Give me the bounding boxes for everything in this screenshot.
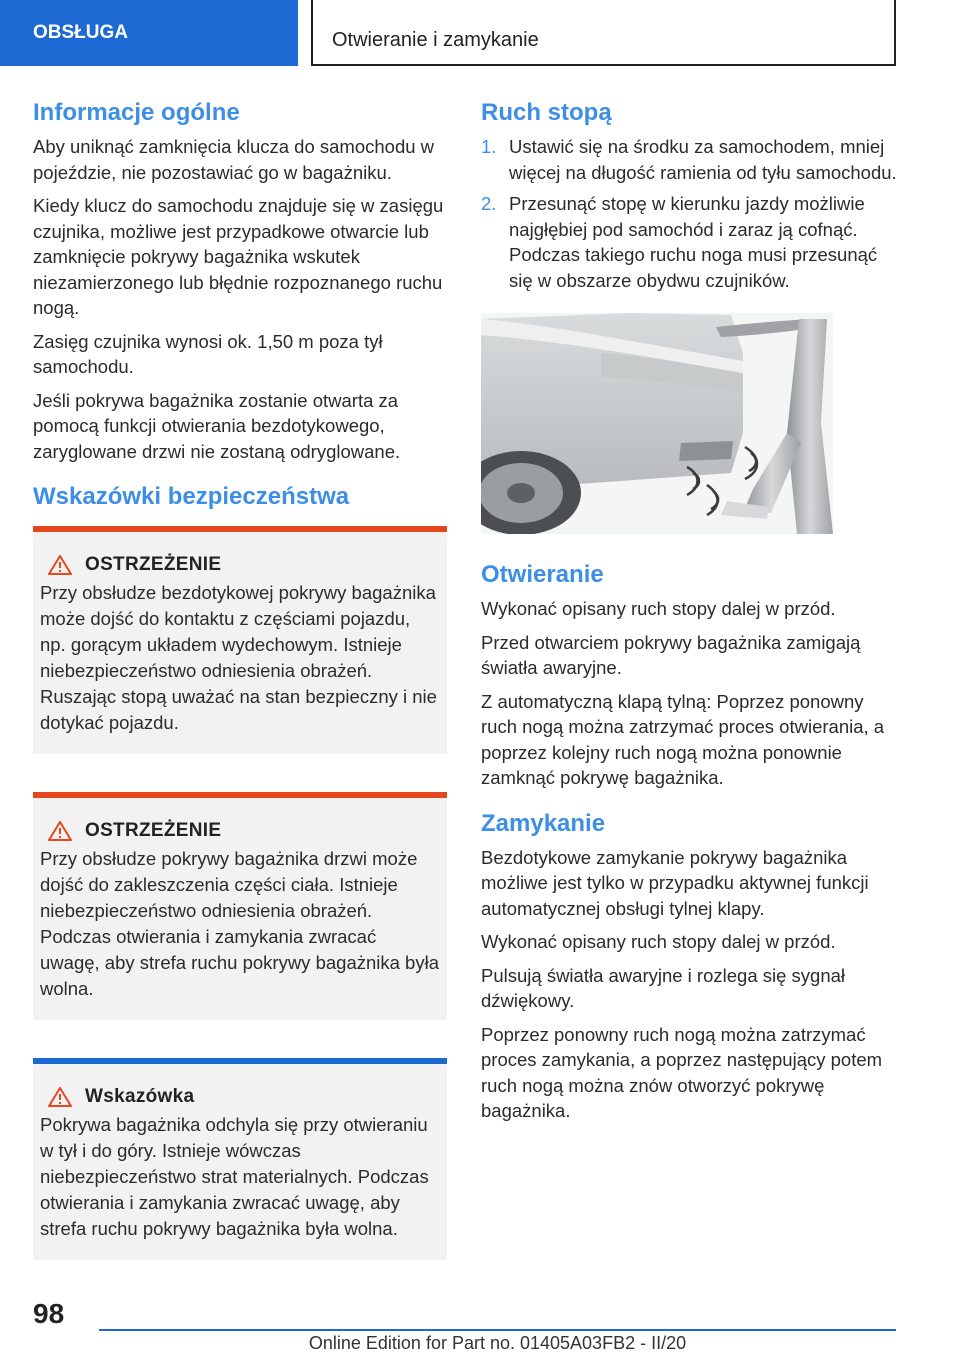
left-column xyxy=(33,98,447,1298)
warning-bar xyxy=(33,526,447,532)
warning-box xyxy=(33,792,447,1020)
chapter-title: Otwieranie i zamykanie xyxy=(311,0,896,66)
warning-box xyxy=(33,526,447,754)
steps-list xyxy=(481,134,901,293)
general-paragraph: Aby uniknąć zamknięcia klucza do samochodu w pojeździe, nie pozostawiać go w bagażniku. xyxy=(33,136,435,183)
illustration-foot-gesture xyxy=(481,313,833,534)
list-item xyxy=(481,191,901,293)
general-paragraph: Zasięg czujnika wynosi ok. 1,50 m poza tył samochodu. xyxy=(33,330,383,377)
heading-safety: Wskazówki bezpieczeństwa xyxy=(33,483,350,510)
section-tab: OBSŁUGA xyxy=(0,0,298,66)
page-header xyxy=(0,0,960,66)
note-box xyxy=(33,1058,447,1260)
warning-title: OSTRZEŻENIE xyxy=(85,554,222,575)
note-bar xyxy=(33,1058,447,1064)
warning-bar xyxy=(33,792,447,798)
warning-triangle-icon xyxy=(47,820,73,842)
step-text: Przesunąć stopę w kierunku jazdy możliwie najgłębiej pod samochód i zaraz ją cofnąć. Podczas takiego ruchu noga musi przesunąć się w obszarze obydwu czujników. xyxy=(509,193,878,291)
page-number: 98 xyxy=(33,1298,65,1329)
opening-paragraph: Wykonać opisany ruch stopy dalej w przód. xyxy=(481,598,836,619)
general-paragraph: Kiedy klucz do samochodu znajduje się w zasięgu czujnika, możliwe jest przypadkowe otwarcie lub zamknięcie pokrywy bagażnika wskutek niezamierzonego lub błędnie rozpoznanego ruchu nogą. xyxy=(33,195,444,318)
heading-foot-motion: Ruch stopą xyxy=(481,99,612,126)
edition-link[interactable]: Online Edition for Part no. 01405A03FB2 - II/20 xyxy=(308,1333,687,1353)
closing-paragraph: Wykonać opisany ruch stopy dalej w przód. xyxy=(481,931,836,952)
list-item xyxy=(481,134,901,185)
warning-text: Przy obsłudze pokrywy bagażnika drzwi może dojść do zakleszczenia części ciała. Istnieje niebezpieczeństwo odniesienia obrażeń. Podczas otwierania i zamykania zwracać uwagę, aby strefa ruchu pokrywy bagażnika była wolna. xyxy=(40,848,439,999)
warning-triangle-icon xyxy=(47,554,73,576)
closing-paragraph: Pulsują światła awaryjne i rozlega się sygnał dźwiękowy. xyxy=(481,964,846,1011)
warning-triangle-icon xyxy=(47,1086,73,1108)
opening-paragraph: Z automatyczną klapą tylną: Poprzez ponowny ruch nogą można zatrzymać proces otwierania, a poprzez kolejny ruch nogą można ponownie zamknąć pokrywę bagażnika. xyxy=(481,690,885,788)
note-title: Wskazówka xyxy=(85,1086,195,1107)
opening-paragraph: Przed otwarciem pokrywy bagażnika zamigają światła awaryjne. xyxy=(481,631,861,678)
general-paragraph: Jeśli pokrywa bagażnika zostanie otwarta za pomocą funkcji otwierania bezdotykowego, zaryglowane drzwi nie zostaną odryglowane. xyxy=(33,389,401,462)
heading-general: Informacje ogólne xyxy=(33,99,240,126)
warning-text: Przy obsłudze bezdotykowej pokrywy bagażnika może dojść do kontaktu z częściami pojazdu, np. gorącym układem wydechowym. Istnieje niebezpieczeństwo odniesienia obrażeń. Ruszając stopą uważać na stan bezpieczny i nie dotykać pojazdu. xyxy=(40,582,437,733)
heading-opening: Otwieranie xyxy=(481,561,604,588)
step-number: 2. xyxy=(481,193,497,214)
closing-paragraph: Bezdotykowe zamykanie pokrywy bagażnika możliwe jest tylko w przypadku aktywnej funkcji automatycznej obsługi tylnej klapy. xyxy=(481,846,869,919)
footer-divider xyxy=(99,1329,896,1331)
closing-paragraph: Poprzez ponowny ruch nogą można zatrzymać proces zamykania, a poprzez następujący potem ruch nogą można znów otworzyć pokrywę bagażnika. xyxy=(481,1023,883,1121)
step-number: 1. xyxy=(481,136,497,157)
step-text: Ustawić się na środku za samochodem, mniej więcej na długość ramienia od tyłu samochodu. xyxy=(509,136,897,183)
car-foot-illustration xyxy=(481,313,833,534)
note-text: Pokrywa bagażnika odchyla się przy otwieraniu w tył i do góry. Istnieje wówczas niebezpieczeństwo strat materialnych. Podczas otwierania i zamykania zwracać uwagę, aby strefa ruchu pokrywy bagażnika była wolna. xyxy=(40,1114,429,1239)
right-column xyxy=(481,98,901,1132)
warning-title: OSTRZEŻENIE xyxy=(85,820,222,841)
heading-closing: Zamykanie xyxy=(481,809,606,837)
